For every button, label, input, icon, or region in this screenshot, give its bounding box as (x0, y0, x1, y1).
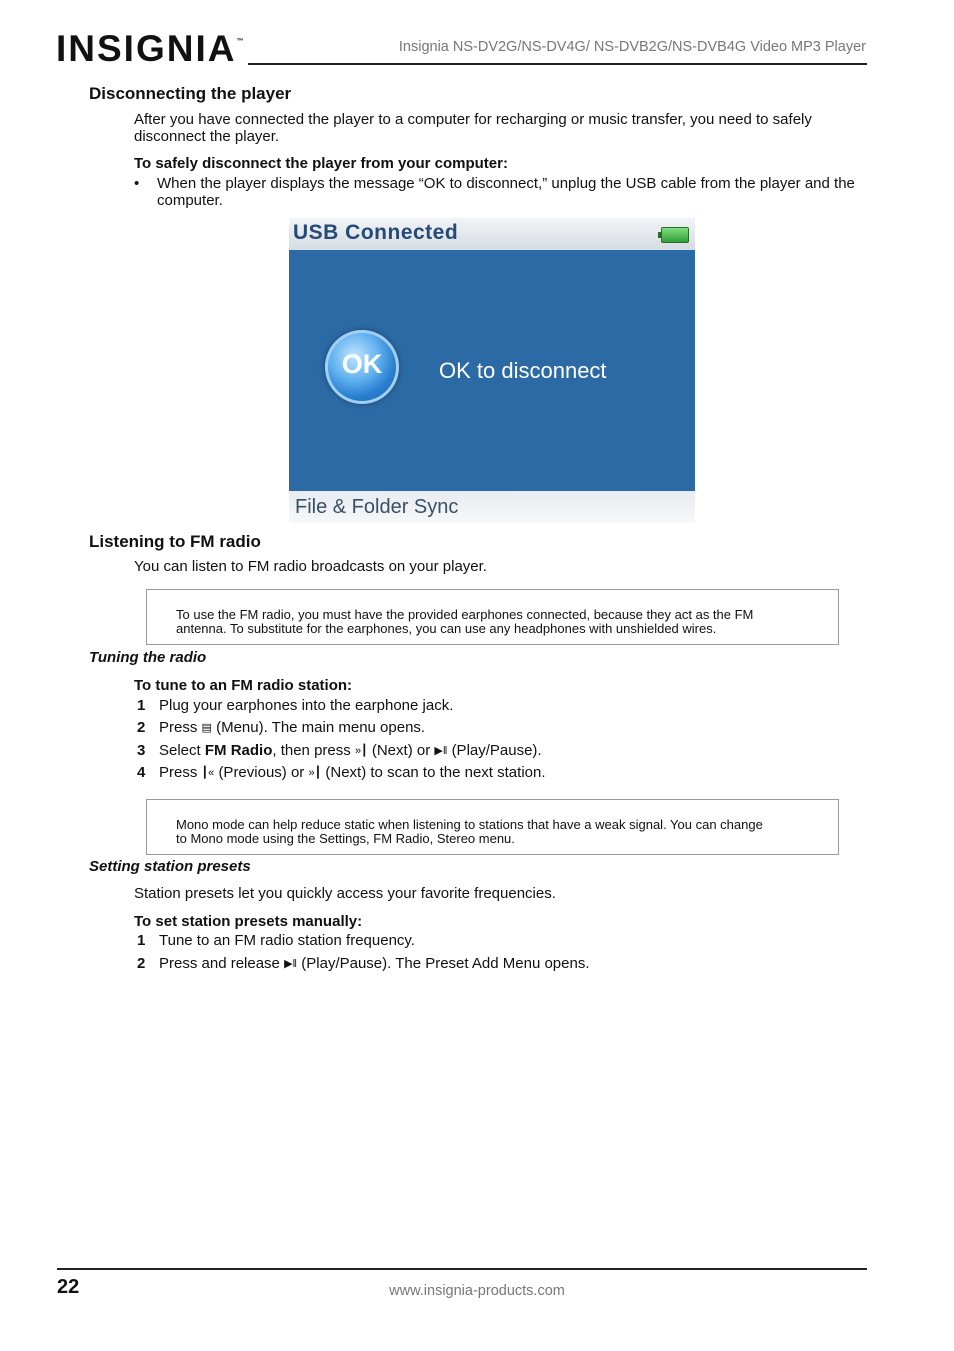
preset-step-1: 1 Tune to an FM radio station frequency. (137, 932, 415, 949)
screen-bottom-bar (289, 491, 695, 523)
presets-intro: Station presets let you quickly access your favorite frequencies. (134, 885, 556, 902)
next-icon: »┃ (354, 745, 368, 757)
previous-icon: ┃« (201, 767, 215, 779)
battery-icon (661, 227, 689, 243)
footer-url: www.insignia-products.com (389, 1283, 565, 1299)
tune-step-2: 2 Press ▤ (Menu). The main menu opens. (137, 719, 426, 736)
bullet-symbol: • (134, 175, 140, 192)
disconnect-bullet-text: When the player displays the message “OK to disconnect,” unplug the USB cable from the player and the computer. (157, 175, 855, 209)
ok-icon: OK (325, 330, 399, 404)
section-heading-fm-radio: Listening to FM radio (89, 532, 261, 551)
document-title: Insignia NS-DV2G/NS-DV4G/ NS-DVB2G/NS-DVB4G Video MP3 Player (398, 39, 866, 55)
disconnect-procedure-title: To safely disconnect the player from your computer: (134, 155, 508, 172)
note-text: To use the FM radio, you must have the provided earphones connected, because they act as the FM antenna. To substitute for the earphones, you can use any headphones with unshielded wires. (176, 607, 754, 636)
note-text: Mono mode can help reduce static when listening to stations that have a weak signal. You can change to Mono mode using the Settings, FM Radio, Stereo menu. (176, 817, 763, 846)
screen-bottom-label: File & Folder Sync (295, 496, 459, 518)
header-rule (248, 63, 867, 65)
play-pause-icon: ▶‖ (434, 745, 448, 757)
note-box-mono-mode (146, 799, 839, 855)
disconnect-intro: After you have connected the player to a computer for recharging or music transfer, you need to safely disconnect the player. (134, 111, 812, 145)
subheading-tuning: Tuning the radio (89, 649, 207, 666)
page-number: 22 (57, 1276, 80, 1298)
section-heading-disconnecting: Disconnecting the player (89, 84, 292, 103)
screen-message: OK to disconnect (439, 358, 607, 383)
tune-procedure-title: To tune to an FM radio station: (134, 677, 353, 694)
insignia-logo: INSIGNIA™ (56, 28, 244, 69)
next-icon: »┃ (308, 767, 322, 779)
screen-title-bar (289, 218, 695, 250)
note-box-fm-antenna (146, 589, 839, 645)
presets-procedure-title: To set station presets manually: (134, 913, 363, 930)
fm-intro: You can listen to FM radio broadcasts on your player. (134, 558, 487, 575)
subheading-presets: Setting station presets (89, 858, 251, 875)
preset-step-2: 2 Press and release ▶‖ (Play/Pause). The Preset Add Menu opens. (137, 955, 590, 972)
tune-step-3: 3 Select FM Radio, then press »┃ (Next) or ▶‖ (Play/Pause). (137, 742, 542, 759)
menu-icon: ▤ (201, 722, 212, 734)
tune-step-1: 1 Plug your earphones into the earphone jack. (137, 697, 454, 714)
screen-title: USB Connected (293, 221, 459, 244)
screen-body (289, 250, 695, 491)
play-pause-icon: ▶‖ (284, 958, 298, 970)
usb-connected-screenshot (289, 218, 695, 523)
footer-rule (57, 1268, 867, 1270)
tune-step-4: 4 Press ┃« (Previous) or »┃ (Next) to scan to the next station. (137, 764, 546, 781)
